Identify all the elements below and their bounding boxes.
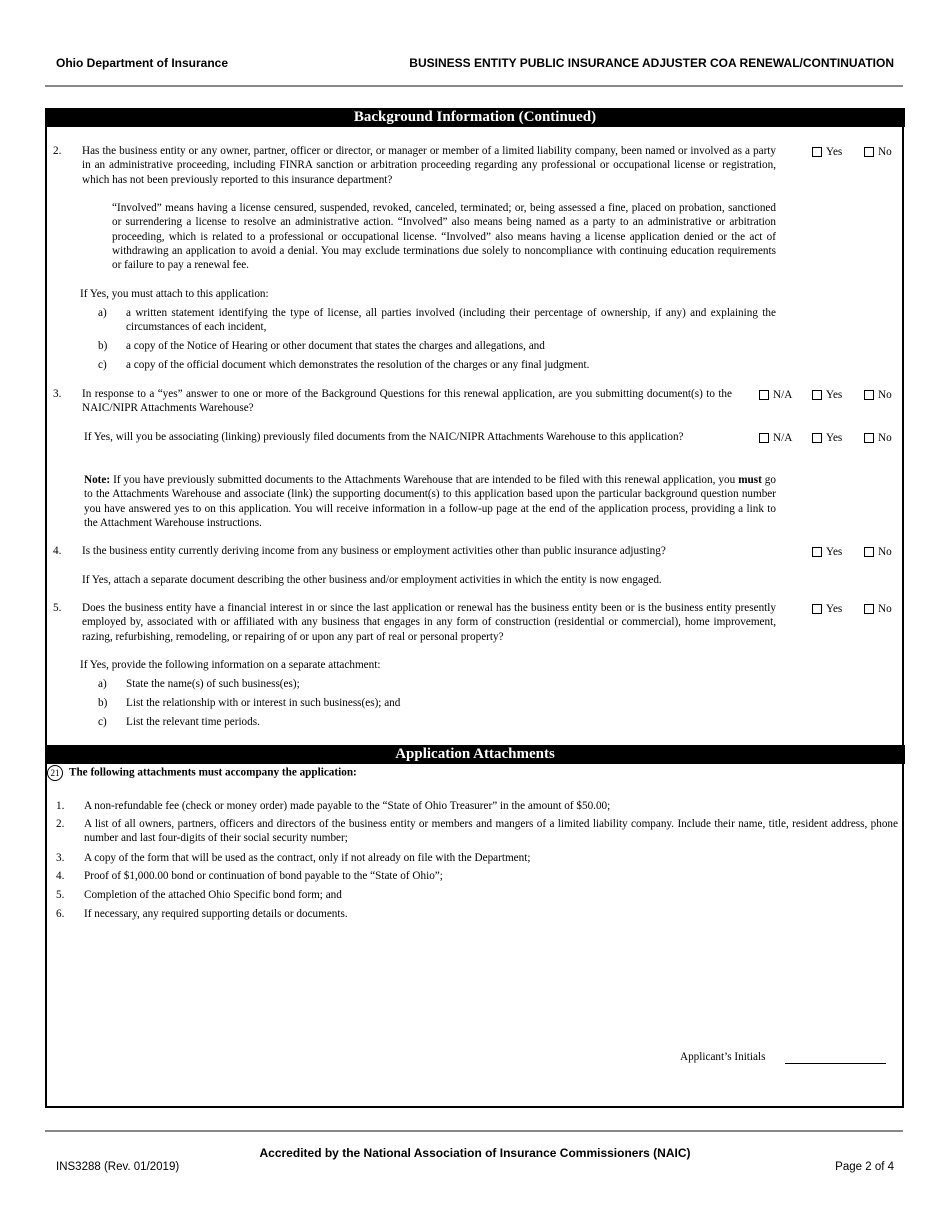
q4-yes-option[interactable]: Yes	[812, 544, 842, 562]
q5-item-c-letter: c)	[98, 716, 107, 728]
q3-yes-checkbox[interactable]	[812, 390, 822, 400]
q3-followup-na-checkbox[interactable]	[759, 433, 769, 443]
q4-followup: If Yes, attach a separate document describing the other business and/or employment activities in which the entity is now engaged.	[82, 574, 662, 586]
q2-no-checkbox[interactable]	[864, 147, 874, 157]
q5-number: 5.	[53, 602, 62, 614]
q4-no-option[interactable]: No	[864, 544, 892, 562]
attachment-6-number: 6.	[56, 908, 65, 920]
q2-item-b-text: a copy of the Notice of Hearing or other document that states the charges and allegations, and	[126, 340, 545, 352]
initials-label: Applicant’s Initials	[680, 1051, 766, 1063]
q5-item-a-letter: a)	[98, 678, 107, 690]
attachment-6-text: If necessary, any required supporting details or documents.	[84, 908, 348, 920]
q2-item-c-letter: c)	[98, 359, 107, 371]
background-section-title: Background Information (Continued)	[45, 108, 905, 127]
q2-if-yes-intro: If Yes, you must attach to this application:	[80, 288, 269, 300]
q4-no-checkbox[interactable]	[864, 547, 874, 557]
q3-followup-yes-checkbox[interactable]	[812, 433, 822, 443]
attachments-intro-line	[47, 765, 357, 781]
q4-text: Is the business entity currently deriving income from any business or employment activities other than public insurance adjusting?	[82, 545, 666, 557]
attachment-3-number: 3.	[56, 852, 65, 864]
attachments-intro: The following attachments must accompany the application:	[69, 766, 357, 779]
q2-number: 2.	[53, 145, 62, 157]
attachment-5-text: Completion of the attached Ohio Specific bond form; and	[84, 889, 342, 901]
q2-no-option[interactable]: No	[864, 144, 892, 162]
q3-followup-na-option[interactable]: N/A	[759, 430, 792, 448]
q2-yes-option[interactable]: Yes	[812, 144, 842, 162]
q2-item-a-letter: a)	[98, 307, 107, 319]
q2-involved-definition: “Involved” means having a license censured, suspended, revoked, canceled, terminated; or, being assessed a fine, placed on probation, sanctioned or surrendering a license to resolve an administrative action. “Involved” also means being named as a party to an administrative or arbitration proceeding, which is related to a professional or occupational license. “Involved” also means having a license application denied or the act of withdrawing an application to avoid a denial. You may exclude terminations due solely to noncompliance with continuing education requirements or failure to pay a renewal fee.	[112, 202, 776, 272]
attachment-2-text: A list of all owners, partners, officers and directors of the business entity or members and mangers of a limited liability company. Include their name, title, resident address, phone number and last four-digits of their social security number;	[84, 818, 898, 845]
q5-yes-option[interactable]: Yes	[812, 601, 842, 619]
q3-text: In response to a “yes” answer to one or more of the Background Questions for this renewal application, are you submitting document(s) to the NAIC/NIPR Attachments Warehouse?	[82, 388, 732, 415]
q2-yes-checkbox[interactable]	[812, 147, 822, 157]
q5-item-b-letter: b)	[98, 697, 108, 709]
q3-number: 3.	[53, 388, 62, 400]
q5-text: Does the business entity have a financial interest in or since the last application or renewal has the business entity been or is the business entity presently employed by, associated with or affiliated with any business that engages in any form of construction (residential or commercial), home improvement, razing, refurbishing, remodeling, or repairing of or upon any part of real or personal property?	[82, 602, 776, 643]
q3-na-option[interactable]: N/A	[759, 387, 792, 405]
attachment-3-text: A copy of the form that will be used as the contract, only if not already on file with the Department;	[84, 852, 531, 864]
attachment-1-number: 1.	[56, 800, 65, 812]
form-number: INS3288 (Rev. 01/2019)	[56, 1161, 180, 1173]
footer-divider	[45, 1130, 903, 1132]
attachment-5-number: 5.	[56, 889, 65, 901]
q5-yes-checkbox[interactable]	[812, 604, 822, 614]
attachment-2-number: 2.	[56, 818, 65, 830]
q3-followup-no-option[interactable]: No	[864, 430, 892, 448]
q5-if-yes-intro: If Yes, provide the following information on a separate attachment:	[80, 659, 381, 671]
q5-item-b-text: List the relationship with or interest in such business(es); and	[126, 697, 401, 709]
item-number-badge: 21	[47, 765, 63, 781]
form-title: BUSINESS ENTITY PUBLIC INSURANCE ADJUSTER COA RENEWAL/CONTINUATION	[409, 56, 894, 70]
q4-yes-checkbox[interactable]	[812, 547, 822, 557]
initials-input-line[interactable]	[785, 1063, 886, 1064]
attachment-4-text: Proof of $1,000.00 bond or continuation of bond payable to the “State of Ohio”;	[84, 870, 443, 882]
q3-followup-text: If Yes, will you be associating (linking) previously filed documents from the NAIC/NIPR Attachments Warehouse to this application?	[84, 431, 684, 443]
q3-note: Note: If you have previously submitted documents to the Attachments Warehouse that are intended to be filed with this renewal application, you must go to the Attachments Warehouse and associate (link) the supporting document(s) to this application based upon the particular background question number you have answered yes to on this application. You will receive information in a follow-up page at the end of the application process, providing a link to the Attachment Warehouse instructions.	[84, 474, 776, 529]
accreditation-text: Accredited by the National Association of Insurance Commissioners (NAIC)	[259, 1146, 691, 1160]
attachment-1-text: A non-refundable fee (check or money order) made payable to the “State of Ohio Treasurer” in the amount of $50.00;	[84, 800, 611, 812]
agency-name: Ohio Department of Insurance	[56, 56, 229, 70]
q3-note-label: Note:	[84, 474, 111, 486]
q3-no-option[interactable]: No	[864, 387, 892, 405]
q3-note-must: must	[738, 474, 762, 486]
q3-na-checkbox[interactable]	[759, 390, 769, 400]
header-divider	[45, 85, 903, 87]
page-number: Page 2 of 4	[835, 1161, 894, 1173]
q5-no-checkbox[interactable]	[864, 604, 874, 614]
q3-yes-option[interactable]: Yes	[812, 387, 842, 405]
q2-item-c-text: a copy of the official document which demonstrates the resolution of the charges or any final judgment.	[126, 359, 590, 371]
q3-no-checkbox[interactable]	[864, 390, 874, 400]
q3-followup-yes-option[interactable]: Yes	[812, 430, 842, 448]
attachment-4-number: 4.	[56, 870, 65, 882]
q5-item-a-text: State the name(s) of such business(es);	[126, 678, 300, 690]
q4-number: 4.	[53, 545, 62, 557]
q2-text: Has the business entity or any owner, partner, officer or director, or manager or member of a limited liability company, been named or involved as a party in an administrative proceeding, including FINRA sanction or arbitration proceeding regarding any professional or occupational license or registration, which has not been previously reported to this insurance department?	[82, 145, 776, 186]
q2-item-a-text: a written statement identifying the type of license, all parties involved (including their percentage of ownership, if any) and explaining the circumstances of each incident,	[126, 307, 776, 334]
attachments-section-title: Application Attachments	[45, 745, 905, 764]
q5-item-c-text: List the relevant time periods.	[126, 716, 260, 728]
q3-followup-no-checkbox[interactable]	[864, 433, 874, 443]
q2-item-b-letter: b)	[98, 340, 108, 352]
q5-no-option[interactable]: No	[864, 601, 892, 619]
